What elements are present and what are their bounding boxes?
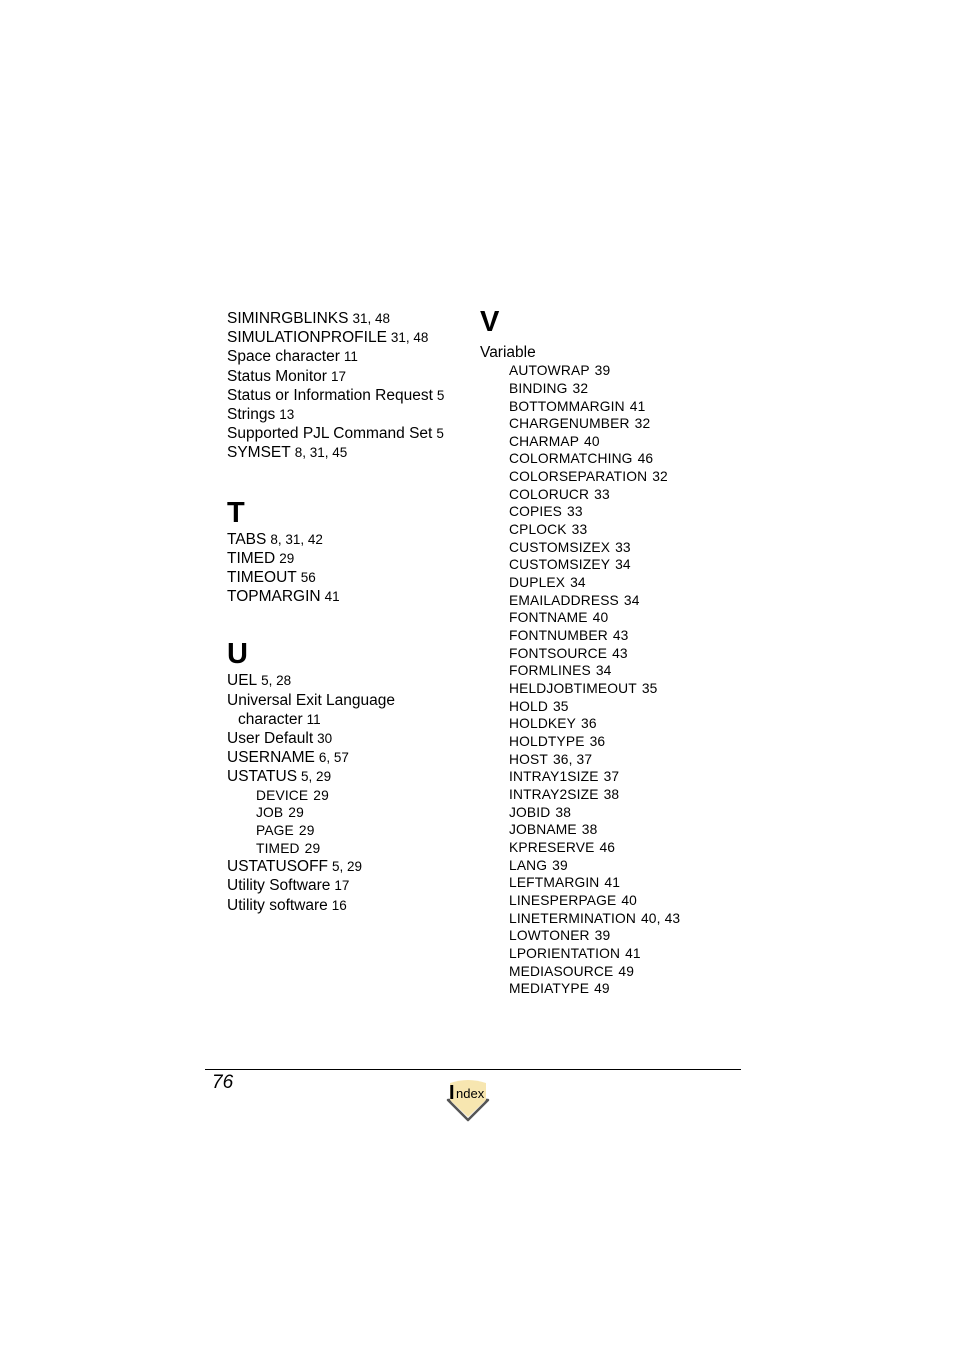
index-subentry [480, 415, 740, 433]
entry-pages: 33 [571, 522, 588, 538]
entry-pages: 6, 57 [318, 750, 349, 766]
index-subentry [480, 751, 740, 769]
entry-term: BINDING [509, 380, 568, 396]
entry-term: Variable [480, 344, 536, 361]
entry-term: FORMLINES [509, 663, 591, 679]
index-subentry [480, 574, 740, 592]
index-subentry [480, 486, 740, 504]
index-entry-variable [480, 343, 740, 362]
entry-term: CHARGENUMBER [509, 416, 630, 432]
entry-pages: 32 [652, 469, 668, 485]
entry-term: CPLOCK [509, 522, 567, 538]
entry-term: character [238, 710, 303, 728]
index-entry [227, 568, 467, 587]
entry-pages: 39 [594, 928, 611, 944]
index-subentry [227, 840, 467, 858]
entry-pages: 43 [612, 645, 628, 661]
entry-term: JOBID [509, 804, 551, 820]
entry-pages: 5 [436, 426, 444, 442]
entry-term: UEL [227, 672, 258, 690]
u-entries-list-c [227, 857, 467, 915]
variable-subentries-list [480, 362, 740, 998]
entry-term: TOPMARGIN [227, 588, 321, 606]
index-subentry [480, 768, 740, 786]
index-entry [227, 367, 467, 386]
index-entry [227, 549, 467, 568]
index-subentry [480, 733, 740, 751]
entry-term: TIMED [256, 840, 300, 856]
entry-pages: 32 [634, 416, 651, 432]
entry-term: USTATUSOFF [227, 858, 329, 876]
entry-pages: 46 [599, 839, 616, 855]
entry-term: MEDIASOURCE [509, 963, 614, 979]
entry-pages: 41 [625, 945, 641, 961]
entry-pages: 13 [279, 407, 295, 423]
index-subentry [480, 433, 740, 451]
entry-pages: 36, 37 [552, 751, 593, 767]
entry-term: TABS [227, 530, 267, 548]
index-subentry [480, 874, 740, 892]
index-subentry [480, 715, 740, 733]
entry-term: HELDJOBTIMEOUT [509, 681, 637, 697]
u-entries-list-b [227, 729, 467, 787]
entry-term: COLORMATCHING [509, 451, 633, 467]
entry-term: SYMSET [227, 444, 291, 462]
entry-pages: 43 [612, 628, 629, 644]
index-subentry [480, 362, 740, 380]
index-entry [227, 328, 467, 347]
entry-term: USTATUS [227, 768, 298, 786]
index-subentry [480, 980, 740, 998]
index-subentry [480, 627, 740, 645]
entry-pages: 11 [306, 711, 321, 727]
entry-pages: 33 [594, 486, 610, 502]
entry-term: SIMINRGBLINKS [227, 310, 349, 327]
entry-term: Strings [227, 406, 276, 424]
index-subentry [480, 468, 740, 486]
index-entry [227, 767, 467, 786]
entry-pages: 34 [595, 663, 612, 679]
entry-term: FONTNAME [509, 610, 588, 626]
index-subentry [480, 556, 740, 574]
entry-pages: 5 [436, 387, 445, 403]
entry-pages: 46 [637, 451, 654, 467]
index-entry [227, 671, 467, 690]
entry-term: AUTOWRAP [509, 363, 590, 379]
index-entry [227, 587, 467, 606]
index-subentry [480, 963, 740, 981]
entry-term: LOWTONER [509, 928, 590, 944]
entry-pages: 8, 31, 45 [294, 445, 348, 461]
index-entry [227, 424, 467, 443]
index-subentry [480, 503, 740, 521]
entry-pages: 38 [581, 822, 598, 838]
index-subentry [480, 698, 740, 716]
entry-pages: 36 [581, 716, 597, 732]
left-index-column [227, 309, 467, 915]
entry-pages: 8, 31, 42 [270, 531, 323, 547]
s-entries-list [227, 309, 467, 463]
index-subentry [480, 821, 740, 839]
entry-term: Utility software [227, 896, 328, 914]
index-entry [227, 748, 467, 767]
index-entry-continuation [227, 710, 467, 729]
entry-pages: 41 [324, 589, 340, 605]
entry-term: LINETERMINATION [509, 910, 636, 926]
entry-term: FONTNUMBER [509, 628, 608, 644]
footer-rule [205, 1069, 741, 1070]
right-index-column [480, 305, 740, 998]
index-entry [227, 729, 467, 748]
index-subentry [480, 892, 740, 910]
index-subentry [480, 786, 740, 804]
index-subentry [480, 910, 740, 928]
entry-pages: 34 [615, 557, 631, 573]
entry-pages: 35 [641, 681, 658, 697]
index-subentry [480, 662, 740, 680]
entry-term: User Default [227, 730, 314, 748]
entry-pages: 5, 29 [301, 769, 332, 785]
entry-pages: 35 [552, 698, 569, 714]
entry-term: Universal Exit Language [227, 691, 396, 709]
index-subentry [480, 857, 740, 875]
entry-pages: 32 [572, 380, 589, 396]
index-entry [227, 876, 467, 895]
index-subentry [227, 787, 467, 805]
entry-term: USERNAME [227, 749, 315, 767]
entry-pages: 33 [567, 504, 583, 520]
entry-pages: 29 [304, 840, 321, 856]
entry-term: COLORSEPARATION [509, 469, 648, 485]
index-subentry [480, 927, 740, 945]
entry-term: CHARMAP [509, 433, 580, 449]
index-subentry [480, 398, 740, 416]
entry-term: Status Monitor [227, 367, 327, 385]
index-entry [227, 386, 467, 405]
entry-pages: 29 [279, 550, 295, 566]
entry-term: PAGE [256, 822, 294, 838]
entry-pages: 39 [552, 857, 568, 873]
entry-pages: 29 [298, 822, 315, 838]
index-entry [227, 443, 467, 462]
entry-pages: 29 [288, 805, 304, 821]
index-logo-icon [441, 1078, 495, 1124]
entry-pages: 37 [603, 769, 620, 785]
entry-pages: 40 [621, 892, 638, 908]
entry-pages: 40 [592, 610, 609, 626]
letter-heading-t: T [227, 496, 245, 529]
letter-heading-v: V [480, 306, 500, 338]
entry-term: COPIES [509, 504, 563, 520]
index-subentry [480, 645, 740, 663]
entry-pages: 17 [334, 878, 350, 894]
index-subentry [480, 450, 740, 468]
page-number: 76 [212, 1072, 234, 1093]
letter-heading-u: U [227, 638, 248, 671]
index-subentry [480, 539, 740, 557]
index-subentry [480, 804, 740, 822]
logo-rest: ndex [456, 1086, 485, 1101]
entry-pages: 56 [300, 570, 316, 586]
entry-term: HOLDTYPE [509, 733, 585, 749]
u-entries-list-a [227, 671, 467, 709]
entry-term: HOST [509, 751, 548, 767]
index-subentry [480, 839, 740, 857]
index-entry [227, 347, 467, 366]
entry-term: INTRAY1SIZE [509, 769, 599, 785]
entry-term: MEDIATYPE [509, 981, 590, 997]
index-subentry [480, 380, 740, 398]
entry-term: LINESPERPAGE [509, 892, 617, 908]
entry-pages: 41 [604, 875, 621, 891]
entry-pages: 11 [343, 349, 358, 365]
entry-pages: 36 [589, 733, 606, 749]
entry-pages: 49 [618, 963, 635, 979]
entry-pages: 16 [331, 897, 347, 913]
entry-term: LPORIENTATION [509, 945, 621, 961]
entry-term: LEFTMARGIN [509, 875, 600, 891]
entry-term: KPRESERVE [509, 839, 595, 855]
entry-term: FONTSOURCE [509, 645, 608, 661]
entry-term: CUSTOMSIZEX [509, 539, 611, 555]
entry-term: INTRAY2SIZE [509, 786, 599, 802]
entry-pages: 41 [629, 398, 646, 414]
index-subentry [480, 680, 740, 698]
entry-term: TIMED [227, 549, 276, 567]
logo-initial: I [449, 1082, 455, 1104]
entry-pages: 29 [313, 787, 329, 803]
entry-pages: 49 [594, 981, 610, 997]
entry-pages: 38 [555, 804, 572, 820]
index-entry [227, 405, 467, 424]
ustatus-subentries-list [227, 787, 467, 858]
index-entry [227, 530, 467, 549]
entry-term: CUSTOMSIZEY [509, 557, 611, 573]
entry-term: BOTTOMMARGIN [509, 398, 625, 414]
t-entries-list [227, 530, 467, 607]
entry-term: JOB [256, 805, 284, 821]
entry-pages: 38 [603, 786, 620, 802]
entry-term: Utility Software [227, 877, 331, 895]
entry-term: HOLDKEY [509, 716, 576, 732]
entry-term: DEVICE [256, 787, 309, 803]
entry-term: COLORUCR [509, 486, 590, 502]
entry-pages: 5, 28 [261, 673, 292, 689]
entry-pages: 5, 29 [332, 859, 363, 875]
index-subentry [480, 609, 740, 627]
entry-pages: 31, 48 [352, 311, 390, 326]
index-entry [227, 309, 467, 328]
entry-term: HOLD [509, 698, 548, 714]
entry-term: JOBNAME [509, 822, 577, 838]
index-subentry [480, 592, 740, 610]
index-subentry [227, 804, 467, 822]
index-entry [227, 691, 467, 710]
index-entry [227, 857, 467, 876]
index-subentry [227, 822, 467, 840]
entry-pages: 30 [317, 731, 333, 747]
entry-pages: 39 [594, 363, 611, 379]
entry-term: Status or Information Request [227, 386, 433, 404]
entry-term: TIMEOUT [227, 569, 297, 587]
entry-term: EMAILADDRESS [509, 592, 619, 608]
entry-pages: 40, 43 [640, 910, 681, 926]
entry-term: LANG [509, 857, 548, 873]
entry-pages: 34 [570, 575, 586, 591]
entry-pages: 31, 48 [390, 330, 429, 346]
entry-pages: 17 [330, 368, 346, 384]
entry-term: Supported PJL Command Set [227, 425, 433, 443]
index-subentry [480, 945, 740, 963]
entry-term: DUPLEX [509, 575, 566, 591]
entry-term: SIMULATIONPROFILE [227, 329, 387, 347]
entry-pages: 40 [584, 433, 600, 449]
entry-pages: 34 [623, 592, 640, 608]
entry-term: Space character [227, 348, 340, 366]
index-entry [227, 896, 467, 915]
index-subentry [480, 521, 740, 539]
entry-pages: 33 [615, 539, 631, 555]
